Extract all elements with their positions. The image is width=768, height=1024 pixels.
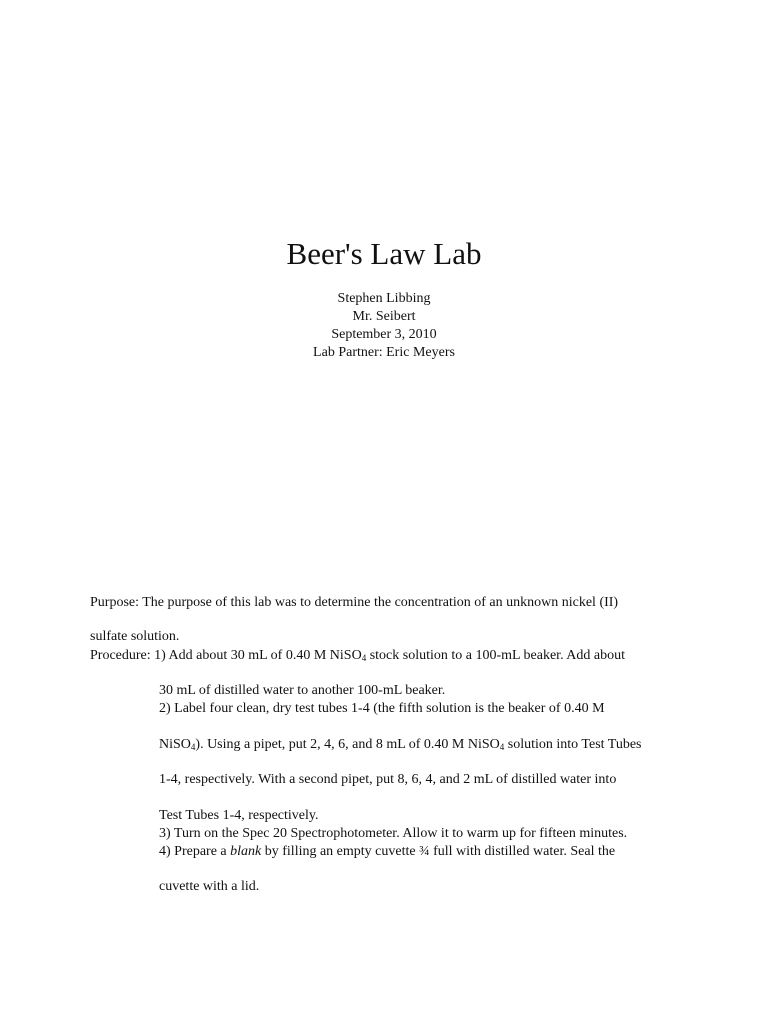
procedure-step-2-line-3: 1-4, respectively. With a second pipet, put 8, 6, 4, and 2 mL of distilled water into <box>159 772 617 787</box>
purpose-line-1: Purpose: The purpose of this lab was to determine the concentration of an unknown nickel (II) <box>90 595 619 610</box>
italic-term: blank <box>230 844 262 859</box>
text-span: Procedure: 1) Add about 30 mL of 0.40 M NiSO <box>90 648 362 663</box>
document-title: Beer's Law Lab <box>286 236 482 271</box>
text-span: stock solution to a 100-mL beaker. Add about <box>366 648 626 663</box>
teacher-name: Mr. Seibert <box>352 309 416 324</box>
text-span: 4) Prepare a <box>159 844 231 859</box>
procedure-step-1-line-2: 30 mL of distilled water to another 100-mL beaker. <box>159 683 446 698</box>
purpose-line-2: sulfate solution. <box>90 629 180 644</box>
title-block <box>0 290 768 362</box>
text-span: solution into Test Tubes <box>504 737 642 752</box>
procedure-step-2-line-4: Test Tubes 1-4, respectively. <box>159 808 319 823</box>
text-span: ). Using a pipet, put 2, 4, 6, and 8 mL of 0.40 M NiSO <box>195 737 500 752</box>
text-span: NiSO <box>159 737 191 752</box>
report-date: September 3, 2010 <box>331 327 437 342</box>
procedure-step-3: 3) Turn on the Spec 20 Spectrophotometer. Allow it to warm up for fifteen minutes. <box>159 826 628 841</box>
procedure-step-2-line-2 <box>159 736 642 754</box>
procedure-step-4-line-2: cuvette with a lid. <box>159 879 260 894</box>
text-span: by filling an empty cuvette ¾ full with distilled water. Seal the <box>261 844 616 859</box>
procedure-step-2-line-1: 2) Label four clean, dry test tubes 1-4 (the fifth solution is the beaker of 0.40 M <box>159 701 605 716</box>
procedure-step-1-line-1 <box>90 647 625 665</box>
subscript: 4 <box>190 742 196 752</box>
subscript: 4 <box>499 742 505 752</box>
lab-partner: Lab Partner: Eric Meyers <box>313 345 455 360</box>
procedure-step-4-line-1 <box>159 843 615 861</box>
subscript: 4 <box>361 653 367 663</box>
author-name: Stephen Libbing <box>337 291 431 306</box>
